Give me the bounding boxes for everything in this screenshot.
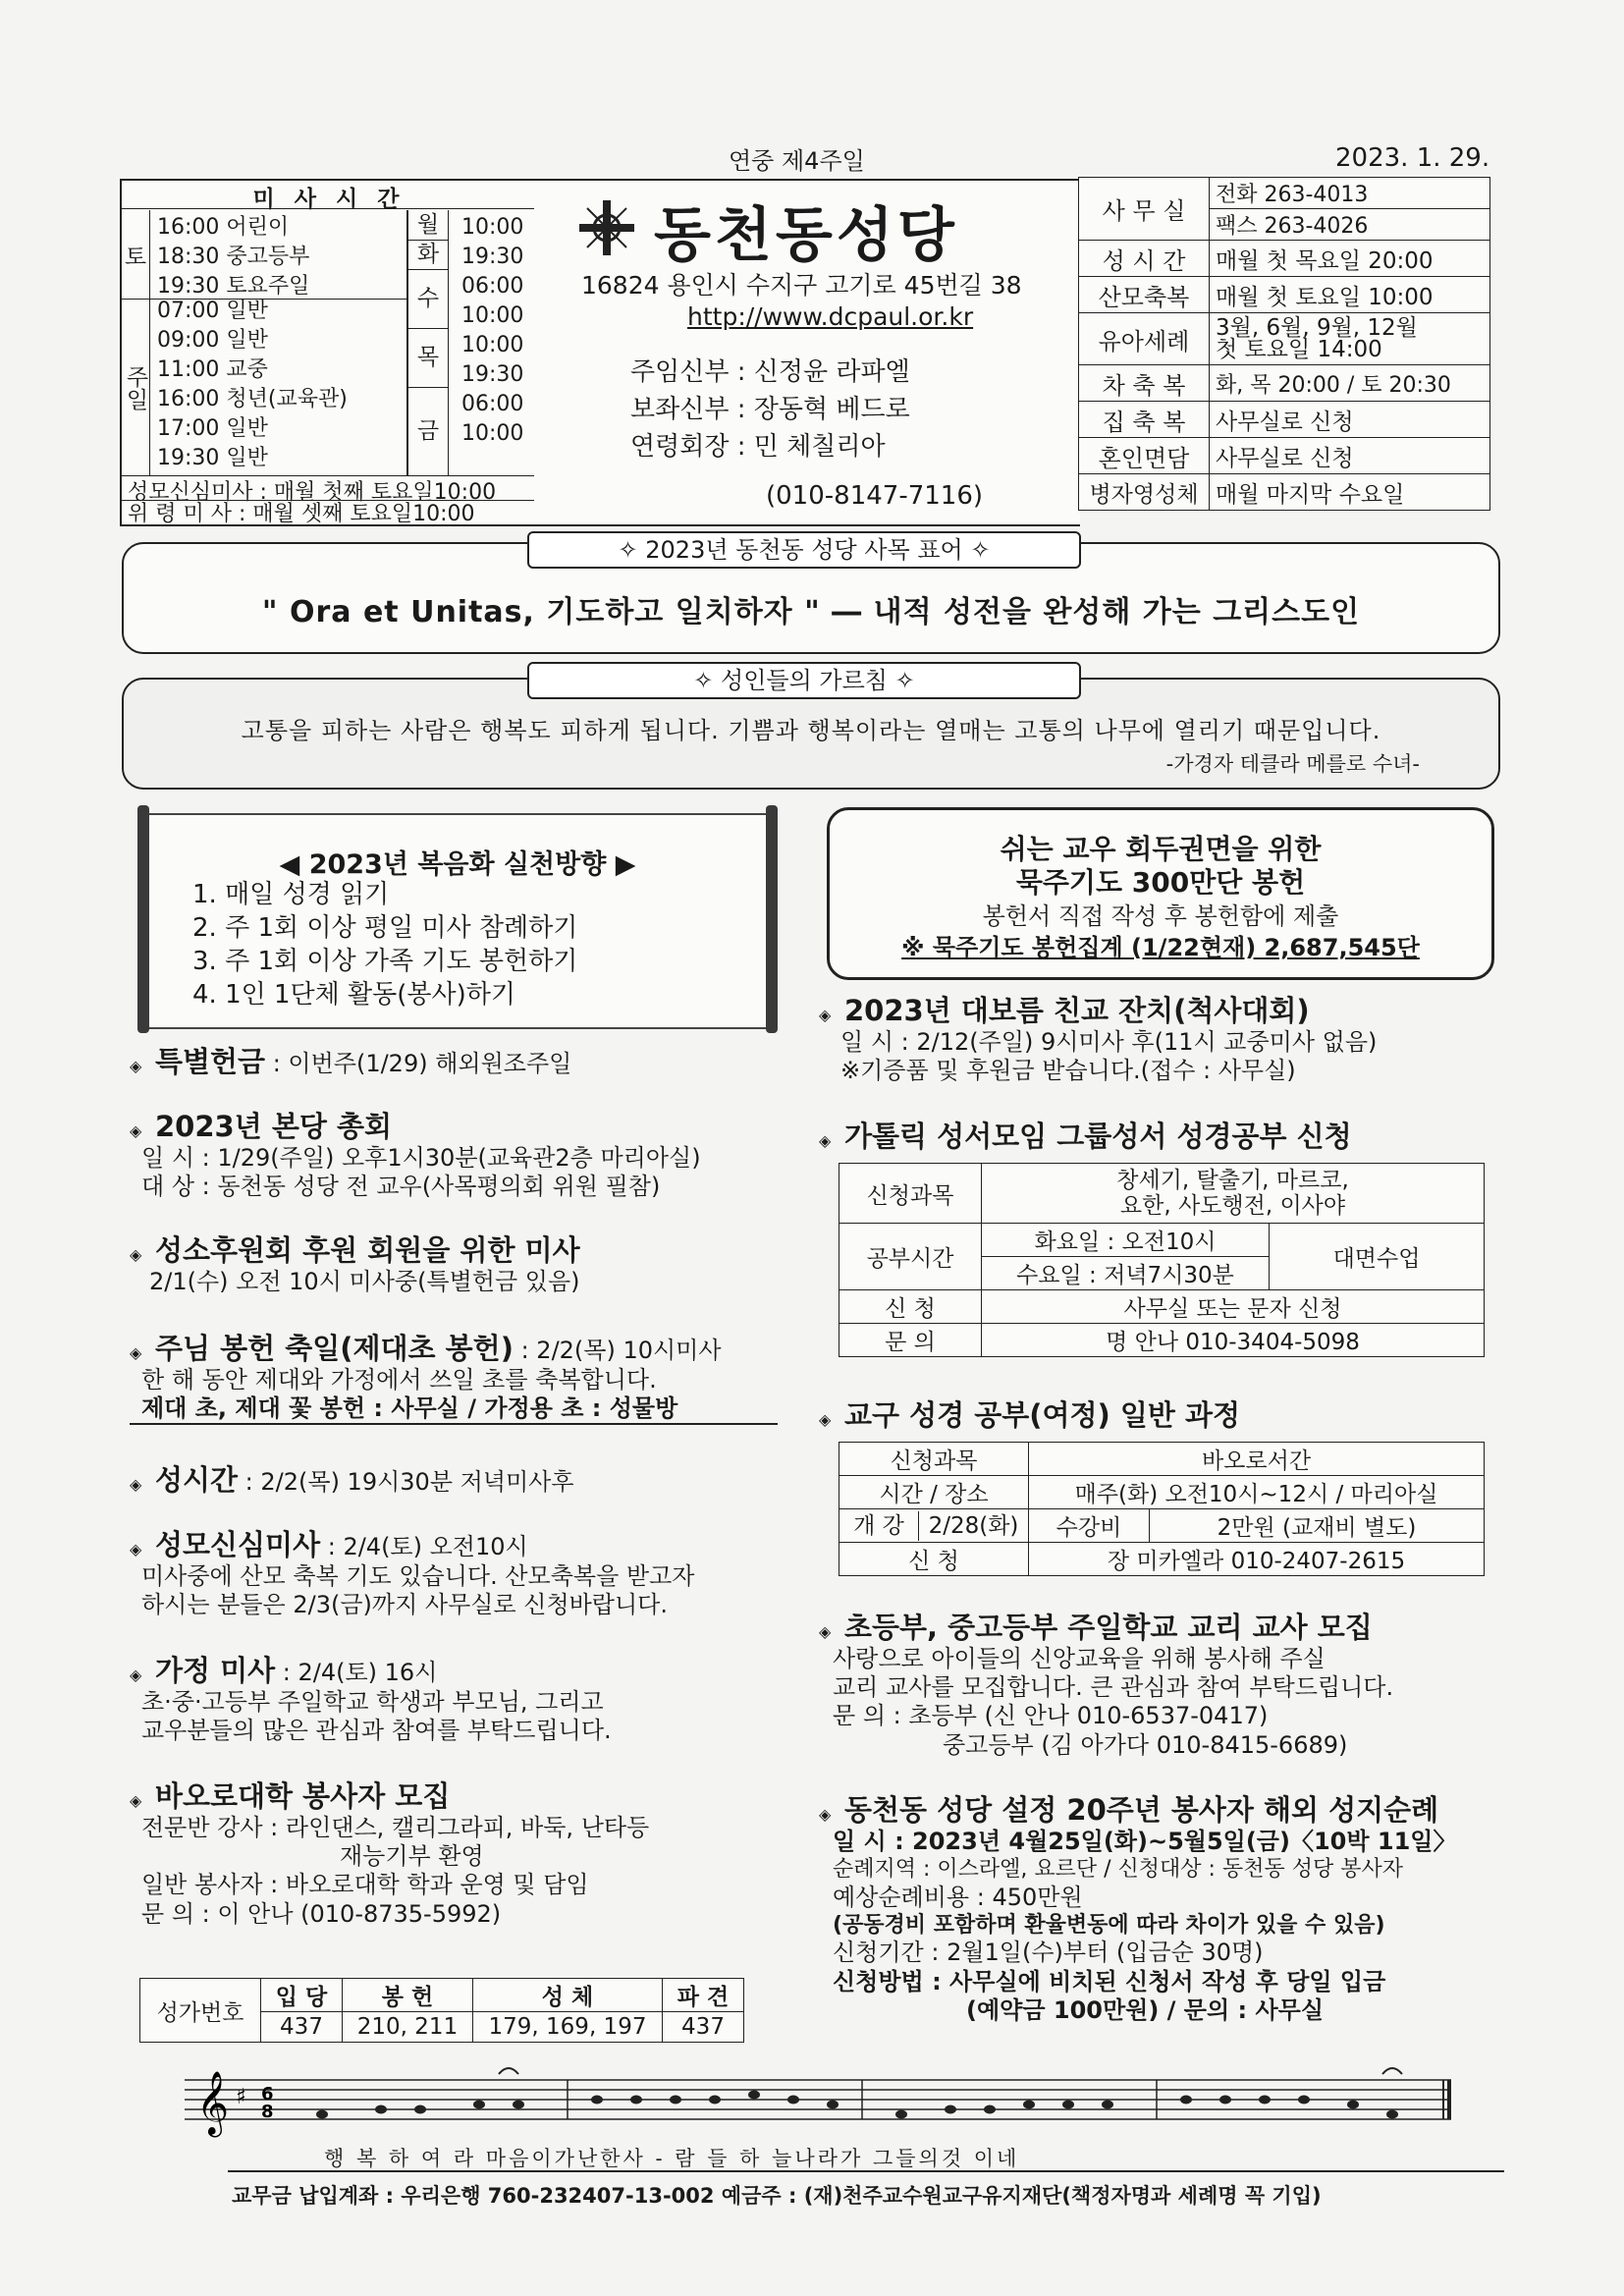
notice-title: 성모신심미사 bbox=[155, 1528, 321, 1561]
list-item: 1. 매일 성경 읽기 bbox=[192, 880, 390, 909]
notice-line: 대 상 : 동천동 성당 전 교우(사목평의회 위원 필참) bbox=[141, 1173, 661, 1201]
weekday-label: 금 bbox=[416, 418, 440, 444]
mass-item: 06:00 bbox=[461, 274, 524, 299]
hymn-header: 입 당 bbox=[261, 1979, 343, 2012]
weekday-labels bbox=[408, 210, 449, 475]
table-cell: 2만원 (교재비 별도) bbox=[1150, 1509, 1485, 1543]
table-cell: 매주(화) 오전10시~12시 / 마리아실 bbox=[1029, 1476, 1485, 1509]
svg-text:8: 8 bbox=[261, 2102, 274, 2122]
mass-item: 19:30 일반 bbox=[157, 446, 268, 470]
notice-line bbox=[819, 1996, 1506, 2025]
notice-text: : 2/2(목) 10시미사 bbox=[513, 1337, 722, 1364]
saints-tag: ✧ 성인들의 가르침 ✧ bbox=[527, 662, 1081, 699]
saturday-times bbox=[157, 213, 309, 301]
notice-bible-group bbox=[819, 1120, 1506, 1154]
office-label: 성 시 간 bbox=[1079, 241, 1210, 277]
rosary-box bbox=[827, 807, 1494, 980]
table-label: 신 청 bbox=[839, 1543, 1029, 1576]
music-staff bbox=[175, 2060, 1451, 2153]
hymn-value: 210, 211 bbox=[343, 2012, 473, 2043]
notice-line: 예상순례비용 : 450만원 bbox=[833, 1883, 1083, 1911]
office-label: 집 축 복 bbox=[1079, 402, 1210, 438]
notice-line: 순례지역 : 이스라엘, 요르단 / 신청대상 : 동천동 성당 봉사자 bbox=[833, 1857, 1403, 1883]
notice-line: 하시는 분들은 2/3(금)까지 사무실로 신청바랍니다. bbox=[141, 1591, 668, 1619]
rosary-line: 봉헌서 직접 작성 후 봉헌함에 제출 bbox=[982, 902, 1339, 930]
notice-holy-hour bbox=[130, 1463, 797, 1498]
mass-item: 19:30 토요주일 bbox=[157, 274, 310, 299]
diamond-icon: ◈ bbox=[819, 1410, 832, 1429]
office-value-line: 3월, 6월, 9월, 12월 bbox=[1216, 315, 1418, 341]
notice-title: 특별헌금 bbox=[155, 1045, 266, 1078]
diamond-icon: ◈ bbox=[130, 1057, 142, 1075]
notice-title: 2023년 본당 총회 bbox=[155, 1110, 392, 1143]
notice-title: 초등부, 중고등부 주일학교 교리 교사 모집 bbox=[844, 1611, 1373, 1644]
saturday-label: 토 bbox=[122, 210, 150, 299]
hymn-value: 437 bbox=[663, 2012, 744, 2043]
mass-item: 07:00 일반 bbox=[157, 299, 268, 323]
notice-diocese-bible bbox=[819, 1398, 1506, 1433]
notice-title: 성소후원회 후원 회원을 위한 미사 bbox=[155, 1233, 580, 1267]
office-value: 매월 첫 목요일 20:00 bbox=[1210, 241, 1490, 277]
table-cell: 명 안나 010-3404-5098 bbox=[982, 1324, 1485, 1357]
office-value bbox=[1210, 313, 1490, 365]
church-address: 16824 용인시 수지구 고기로 45번길 38 bbox=[581, 271, 1022, 300]
notice-line: 일반 봉사자 : 바오로대학 학과 운영 및 담임 bbox=[141, 1871, 589, 1899]
music-lyrics: 행 복 하 여 라 마음이가난한사 - 람 들 하 늘나라가 그들의것 이네 bbox=[324, 2147, 1020, 2170]
mass-item: 19:30 bbox=[461, 245, 524, 269]
notice-line: 중고등부 (김 아가다 010-8415-6689) bbox=[943, 1730, 1348, 1759]
notice-candlemas bbox=[130, 1332, 797, 1425]
table-label: 수강비 bbox=[1029, 1509, 1150, 1543]
table-cell-text: 2/28(화) bbox=[928, 1512, 1019, 1539]
diamond-icon: ◈ bbox=[819, 1805, 832, 1824]
saints-author: -가경자 테클라 메를로 수녀- bbox=[1165, 752, 1420, 776]
office-value: 사무실로 신청 bbox=[1210, 402, 1490, 438]
mass-item: 19:30 bbox=[461, 362, 524, 387]
rosary-line: 쉬는 교우 회두권면을 위한 bbox=[1000, 833, 1322, 865]
notice-line: 초·중·고등부 주일학교 학생과 부모님, 그리고 bbox=[141, 1687, 604, 1716]
notice-line: 일 시 : 2023년 4월25일(화)~5월5일(금)〈10박 11일〉 bbox=[833, 1827, 1457, 1855]
notice-assembly bbox=[130, 1110, 797, 1201]
table-cell: 대면수업 bbox=[1270, 1224, 1485, 1290]
date-label: 2023. 1. 29. bbox=[1335, 143, 1490, 173]
diocese-bible-table bbox=[839, 1442, 1485, 1576]
weekday-label: 수 bbox=[408, 269, 448, 329]
mass-item: 11:00 교중 bbox=[157, 357, 268, 382]
church-website-link[interactable]: http://www.dcpaul.or.kr bbox=[687, 302, 974, 331]
table-cell-line: 요한, 사도행전, 이사야 bbox=[1119, 1193, 1346, 1219]
notice-title: 주님 봉헌 축일(제대초 봉헌) bbox=[155, 1332, 514, 1365]
motto-tag: ✧ 2023년 동천동 성당 사목 표어 ✧ bbox=[527, 531, 1081, 569]
diamond-icon: ◈ bbox=[130, 1343, 142, 1362]
church-info-panel bbox=[534, 179, 1080, 526]
weekday-label: 월 bbox=[408, 210, 448, 241]
sunday-label: 주일 bbox=[122, 300, 150, 476]
sunday-times bbox=[157, 297, 348, 473]
notice-pilgrimage bbox=[819, 1793, 1506, 2025]
office-label: 사 무 실 bbox=[1079, 178, 1210, 241]
table-label: 신 청 bbox=[839, 1290, 982, 1324]
hymn-value: 437 bbox=[261, 2012, 343, 2043]
office-value: 전화 263-4013 bbox=[1210, 178, 1490, 209]
diamond-icon: ◈ bbox=[130, 1121, 142, 1140]
mass-item: 06:00 bbox=[461, 392, 524, 416]
table-cell-line: 창세기, 탈출기, 마르코, bbox=[1116, 1168, 1349, 1193]
mass-item: 10:00 bbox=[461, 421, 524, 446]
diamond-icon: ◈ bbox=[130, 1666, 142, 1684]
hymn-header: 파 견 bbox=[663, 1979, 744, 2012]
notice-line: 교리 교사를 모집합니다. 큰 관심과 참여 부탁드립니다. bbox=[833, 1673, 1394, 1702]
office-label: 차 축 복 bbox=[1079, 365, 1210, 402]
church-name: 동천동성당 bbox=[654, 201, 958, 270]
diamond-icon: ◈ bbox=[130, 1791, 142, 1810]
notice-sponsor-mass bbox=[130, 1233, 797, 1296]
footer-account-info: 교무금 납입계좌 : 우리은행 760-232407-13-002 예금주 : (재)천주교수원교구유지재단(책정자명과 세례명 꼭 기입) bbox=[232, 2184, 1322, 2208]
notice-title: 가톨릭 성서모임 그룹성서 성경공부 신청 bbox=[844, 1120, 1352, 1153]
notice-line: 미사중에 산모 축복 기도 있습니다. 산모축복을 받고자 bbox=[141, 1561, 695, 1590]
notice-line: 일 시 : 2/12(주일) 9시미사 후(11시 교중미사 없음) bbox=[840, 1027, 1378, 1056]
notice-line: 재능기부 환영 bbox=[340, 1842, 484, 1871]
notice-festival bbox=[819, 994, 1506, 1085]
rosary-line: ※ 묵주기도 봉헌집계 (1/22현재) 2,687,545단 bbox=[901, 934, 1420, 961]
notice-text: : 이번주(1/29) 해외원조주일 bbox=[265, 1050, 572, 1077]
notice-special-collection bbox=[130, 1045, 797, 1079]
svg-text:𝄞: 𝄞 bbox=[196, 2071, 230, 2135]
table-label: 문 의 bbox=[839, 1324, 982, 1357]
diamond-icon: ◈ bbox=[130, 1245, 142, 1264]
staff-line: 연령회장 : 민 체칠리아 bbox=[630, 432, 886, 462]
notice-line: 신청방법 : 사무실에 비치된 신청서 작성 후 당일 입금 bbox=[833, 1967, 1386, 1995]
office-value: 매월 마지막 수요일 bbox=[1210, 474, 1490, 511]
weekday-times bbox=[461, 213, 523, 449]
office-value: 매월 첫 토요일 10:00 bbox=[1210, 277, 1490, 313]
mass-title: 미 사 시 간 bbox=[122, 181, 536, 209]
week-label: 연중 제4주일 bbox=[729, 147, 865, 175]
notice-line: 문 의 : 이 안나 (010-8735-5992) bbox=[141, 1899, 502, 1928]
hymn-header: 성 체 bbox=[473, 1979, 663, 2012]
notice-line: 일 시 : 1/29(주일) 오후1시30분(교육관2층 마리아실) bbox=[141, 1143, 701, 1172]
table-cell: 사무실 또는 문자 신청 bbox=[982, 1290, 1485, 1324]
mass-item: 10:00 bbox=[461, 215, 524, 240]
office-label: 유아세례 bbox=[1079, 313, 1210, 365]
list-item: 3. 주 1회 이상 가족 기도 봉헌하기 bbox=[192, 947, 578, 976]
notice-line: 신청기간 : 2월1일(수)부터 (입금순 30명) bbox=[833, 1939, 1264, 1967]
notice-line: 2/1(수) 오전 10시 미사중(특별헌금 있음) bbox=[149, 1267, 580, 1295]
table-label: 공부시간 bbox=[839, 1224, 982, 1290]
rosary-line: 묵주기도 300만단 봉헌 bbox=[1015, 866, 1306, 899]
staff-line: 보좌신부 : 장동혁 베드로 bbox=[630, 395, 910, 424]
table-cell: 장 미카엘라 010-2407-2615 bbox=[1029, 1543, 1485, 1576]
mass-item: 18:30 중고등부 bbox=[157, 245, 310, 269]
hymn-header: 봉 헌 bbox=[343, 1979, 473, 2012]
notice-family-mass bbox=[130, 1654, 797, 1745]
notice-title: 교구 성경 공부(여정) 일반 과정 bbox=[844, 1398, 1241, 1432]
table-label bbox=[839, 1509, 1029, 1543]
notice-title: 2023년 대보름 친교 잔치(척사대회) bbox=[844, 994, 1310, 1027]
table-label: 신청과목 bbox=[839, 1443, 1029, 1476]
office-value: 팩스 263-4026 bbox=[1210, 209, 1490, 241]
church-staff bbox=[630, 354, 910, 465]
gospel-scroll bbox=[130, 805, 785, 1033]
office-label: 병자영성체 bbox=[1079, 474, 1210, 511]
office-value-line: 첫 토요일 14:00 bbox=[1216, 337, 1382, 362]
diamond-icon: ◈ bbox=[130, 1540, 142, 1558]
cross-icon bbox=[577, 198, 636, 261]
saints-quote: 고통을 피하는 사람은 행복도 피하게 됩니다. 기쁨과 행복이라는 열매는 고통의 나무에 열리기 때문입니다. bbox=[241, 717, 1381, 744]
mass-item: 16:00 청년(교육관) bbox=[157, 387, 348, 411]
bible-group-table bbox=[839, 1163, 1485, 1357]
notice-line: 전문반 강사 : 라인댄스, 캘리그라피, 바둑, 난타등 bbox=[141, 1813, 650, 1841]
svg-text:♯: ♯ bbox=[236, 2085, 246, 2109]
mass-item: 16:00 어린이 bbox=[157, 215, 290, 240]
notice-marian-mass bbox=[130, 1528, 797, 1619]
mass-item: 10:00 bbox=[461, 303, 524, 328]
office-info-table bbox=[1078, 177, 1490, 511]
gospel-list bbox=[192, 878, 577, 1011]
mass-item: 10:00 bbox=[461, 333, 524, 357]
table-cell: 화요일 : 오전10시 bbox=[982, 1224, 1270, 1257]
notice-line: 문 의 : 초등부 (신 안나 010-6537-0417) bbox=[833, 1702, 1269, 1730]
table-label-text: 개 강 bbox=[839, 1511, 919, 1541]
mass-item: 17:00 일반 bbox=[157, 416, 268, 441]
notice-title: 가정 미사 bbox=[155, 1654, 276, 1687]
office-label: 산모축복 bbox=[1079, 277, 1210, 313]
diamond-icon: ◈ bbox=[819, 1006, 832, 1024]
table-label: 시간 / 장소 bbox=[839, 1476, 1029, 1509]
list-item: 4. 1인 1단체 활동(봉사)하기 bbox=[192, 980, 516, 1010]
svg-text:6: 6 bbox=[261, 2084, 274, 2105]
notice-title: 바오로대학 봉사자 모집 bbox=[155, 1779, 451, 1813]
hymn-table bbox=[139, 1978, 744, 2043]
hymn-value: 179, 169, 197 bbox=[473, 2012, 663, 2043]
contact-phone: (010-8147-7116) bbox=[766, 481, 984, 511]
list-item: 2. 주 1회 이상 평일 미사 참례하기 bbox=[192, 913, 578, 943]
hymn-label: 성가번호 bbox=[140, 1979, 261, 2043]
staff-line: 주임신부 : 신정윤 라파엘 bbox=[630, 357, 910, 387]
notice-line: 한 해 동안 제대와 가정에서 쓰일 초를 축복합니다. bbox=[141, 1365, 657, 1394]
notice-text: : 2/2(목) 19시30분 저녁미사후 bbox=[238, 1468, 574, 1496]
notice-text: : 2/4(토) 16시 bbox=[275, 1659, 438, 1686]
notice-teachers bbox=[819, 1611, 1506, 1760]
notice-paul-college bbox=[130, 1779, 797, 1929]
notice-line: 교우분들의 많은 관심과 참여를 부탁드립니다. bbox=[141, 1717, 612, 1745]
notice-text: : 2/4(토) 오전10시 bbox=[320, 1533, 528, 1560]
notice-line: (공동경비 포함하며 환율변동에 따라 차이가 있을 수 있음) bbox=[833, 1912, 1385, 1938]
notice-title: 성시간 bbox=[155, 1463, 239, 1497]
office-value: 화, 목 20:00 / 토 20:30 bbox=[1210, 365, 1490, 402]
mass-note: 성모신심미사 : 매월 첫째 토요일10:00 bbox=[128, 480, 497, 505]
diamond-icon: ◈ bbox=[819, 1131, 832, 1150]
weekday-label: 화 bbox=[408, 240, 448, 270]
notice-line: ※기증품 및 후원금 받습니다.(접수 : 사무실) bbox=[840, 1057, 1296, 1085]
mass-schedule-box bbox=[120, 179, 538, 526]
weekday-label: 목 bbox=[408, 328, 448, 388]
motto-text: " Ora et Unitas, 기도하고 일치하자 " ― 내적 성전을 완성해 가는 그리스도인 bbox=[261, 595, 1361, 629]
notice-line-text: (예약금 100만원) / 문의 : 사무실 bbox=[966, 1995, 1325, 2024]
office-label: 혼인면담 bbox=[1079, 438, 1210, 474]
notice-title: 동천동 성당 설정 20주년 봉사자 해외 성지순례 bbox=[844, 1793, 1439, 1827]
notice-line: 제대 초, 제대 꽃 봉헌 : 사무실 / 가정용 초 : 성물방 bbox=[130, 1394, 778, 1425]
diamond-icon: ◈ bbox=[130, 1475, 142, 1494]
notice-line: 사랑으로 아이들의 신앙교육을 위해 봉사해 주실 bbox=[833, 1644, 1326, 1672]
diamond-icon: ◈ bbox=[819, 1622, 832, 1641]
table-cell bbox=[982, 1164, 1485, 1224]
office-value: 사무실로 신청 bbox=[1210, 438, 1490, 474]
table-cell: 바오로서간 bbox=[1029, 1443, 1485, 1476]
table-label: 신청과목 bbox=[839, 1164, 982, 1224]
gospel-title: ◀ 2023년 복음화 실천방향 ▶ bbox=[279, 849, 636, 880]
mass-note: 위 령 미 사 : 매월 셋째 토요일10:00 bbox=[128, 502, 475, 526]
table-cell: 수요일 : 저녁7시30분 bbox=[982, 1257, 1270, 1290]
mass-item: 09:00 일반 bbox=[157, 328, 268, 353]
